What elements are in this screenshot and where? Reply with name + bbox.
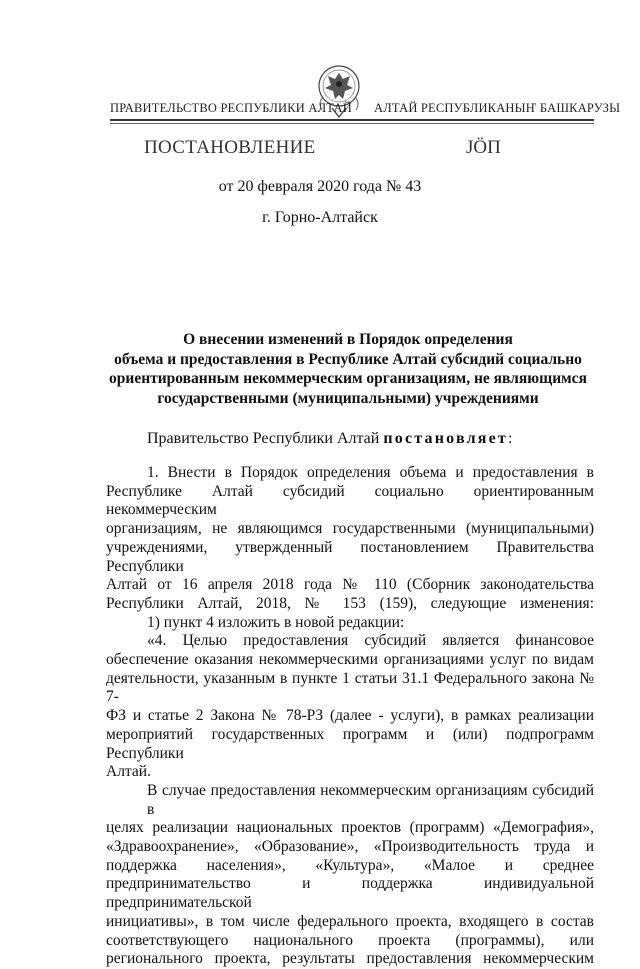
body-line: деятельности, указанным в пункте 1 статьи 31.1 Федерального закона № 7- [106, 669, 594, 706]
body-line: целях реализации национальных проектов (программ) «Демография», [106, 819, 594, 837]
header-rule [110, 119, 594, 121]
document-date-number: от 20 февраля 2020 года № 43 [218, 178, 422, 195]
document-body [106, 464, 594, 969]
title-line: объема и предоставления в Республике Алтай субсидий социально [114, 350, 582, 368]
government-name-ru: ПРАВИТЕЛЬСТВО РЕСПУБЛИКИ АЛТАЙ [110, 101, 352, 115]
intro-verb: постановляет [383, 430, 508, 447]
title-line: государственными (муниципальными) учреждениями [157, 389, 539, 407]
header-rule-thin [110, 123, 594, 124]
body-line: поддержка населения», «Культура», «Малое и среднее [106, 856, 594, 874]
title-line: О внесении изменений в Порядок определения [183, 331, 513, 348]
body-line: инициативы», в том числе федерального проекта, входящего в состав [106, 912, 594, 930]
body-line: «4. Целью предоставления субсидий является финансовое [147, 632, 594, 650]
body-line: регионального проекта, результаты предоставления некоммерческим [106, 950, 594, 968]
document-type-ru: ПОСТАНОВЛЕНИЕ [144, 137, 316, 158]
resolution-intro [147, 430, 512, 448]
body-line: ФЗ и статье 2 Закона № 78-РЗ (далее - услуги), в рамках реализации [106, 707, 594, 725]
body-line: Республике Алтай субсидий социально ориентированным некоммерческим [106, 482, 594, 519]
body-line: Республики Алтай, 2018, № 153 (159), следующие изменения: [106, 594, 594, 612]
title-line: ориентированным некоммерческим организациям, не являющимся [109, 370, 587, 387]
intro-prefix: Правительство Республики Алтай [147, 430, 384, 447]
document-title [106, 330, 590, 408]
body-line: учреждениями, утвержденный постановлением Правительства Республики [106, 538, 594, 575]
body-line: мероприятий государственных программ и (или) подпрограмм Республики [106, 725, 594, 762]
body-line: В случае предоставления некоммерческим организациям субсидий в [147, 781, 594, 818]
body-line: Алтай от 16 апреля 2018 года № 110 (Сборник законодательства [106, 576, 594, 594]
body-line: Алтай. [106, 763, 151, 781]
body-line: организациям, не являющимся государственными (муниципальными) [106, 520, 594, 538]
intro-suffix: : [507, 430, 513, 447]
body-line: 1. Внести в Порядок определения объема и предоставления в [147, 464, 594, 481]
government-name-alt: АЛТАЙ РЕСПУБЛИКАНЫҤ БАШКАРУЗЫ [374, 101, 621, 115]
body-line: предпринимательство и поддержка индивидуальной предпринимательской [106, 875, 594, 912]
body-line: «Здравоохранение», «Образование», «Производительность труда и [106, 838, 594, 856]
body-line: 1) пункт 4 изложить в новой редакции: [147, 613, 405, 631]
body-line: обеспечение оказания некоммерческими организациями услуг по видам [106, 651, 594, 669]
document-type-alt: JӦП [466, 137, 501, 158]
document-city: г. Горно-Алтайск [262, 209, 378, 226]
body-line: соответствующего национального проекта (программы), или [106, 931, 594, 949]
